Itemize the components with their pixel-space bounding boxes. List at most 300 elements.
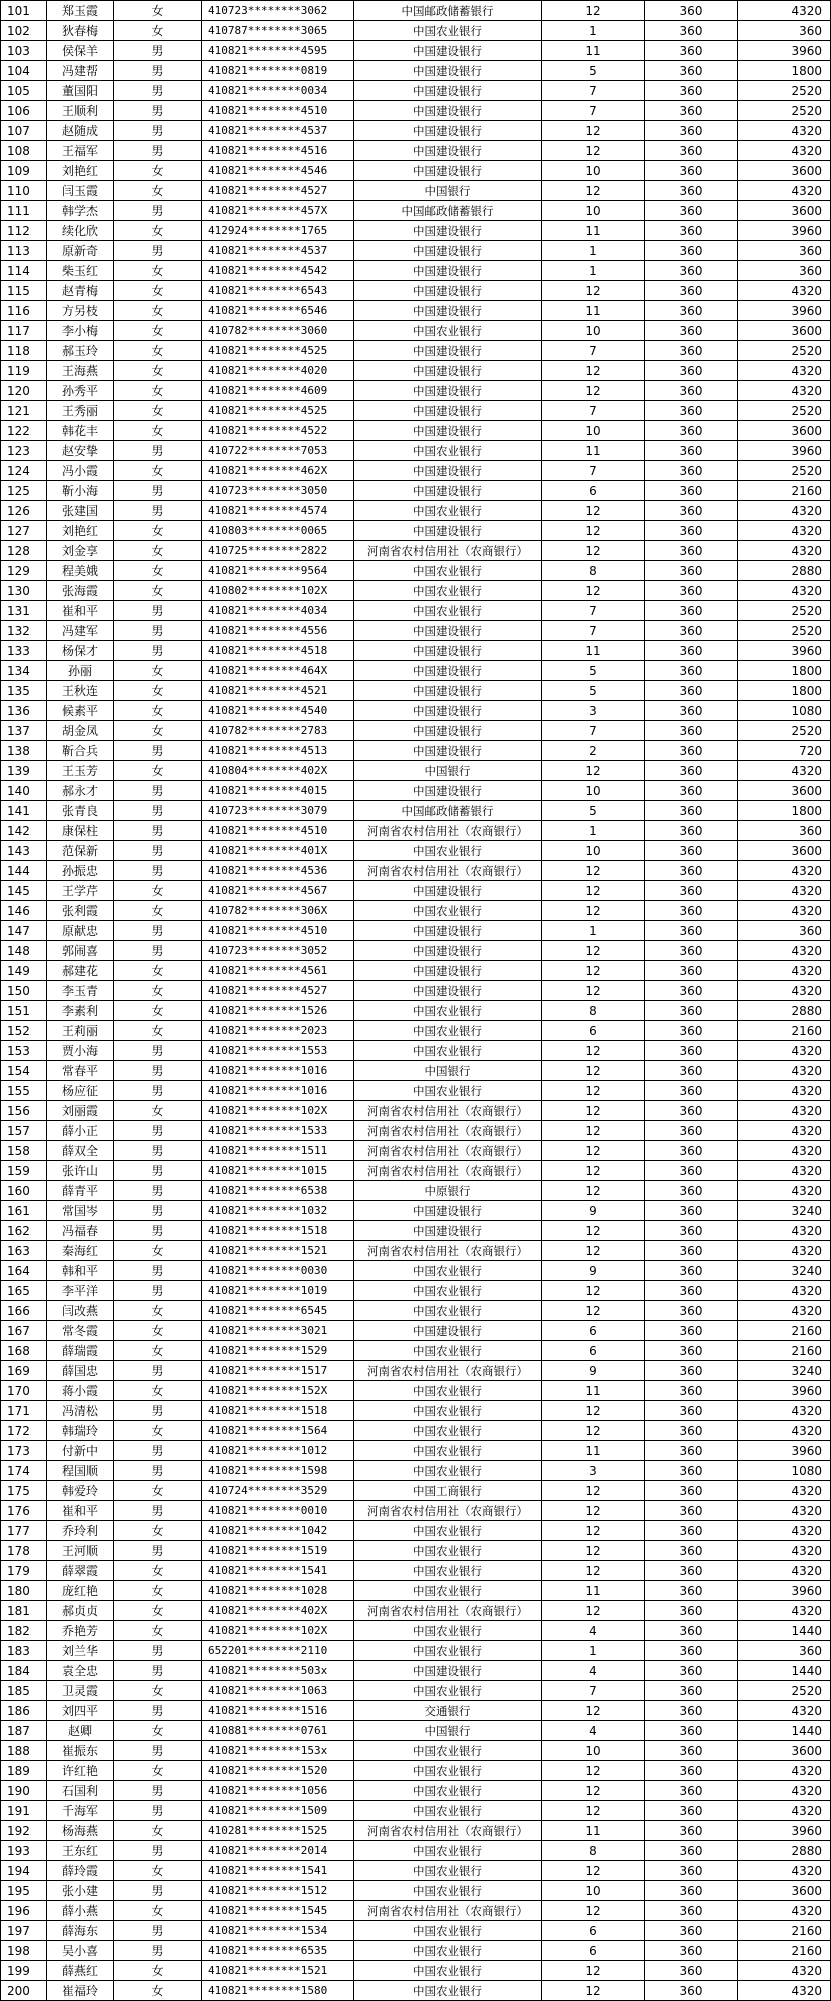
gender-cell: 女 xyxy=(114,221,202,241)
id-number-cell: 410821********457X xyxy=(202,201,354,221)
months-cell: 10 xyxy=(542,421,645,441)
monthly-amount-cell: 360 xyxy=(645,261,738,281)
bank-cell: 中国农业银行 xyxy=(354,1521,542,1541)
bank-cell: 中国农业银行 xyxy=(354,1621,542,1641)
bank-cell: 中国建设银行 xyxy=(354,461,542,481)
row-number-cell: 149 xyxy=(1,961,47,981)
months-cell: 12 xyxy=(542,1141,645,1161)
total-amount-cell: 1800 xyxy=(738,661,831,681)
name-cell: 王莉丽 xyxy=(47,1021,114,1041)
total-amount-cell: 3960 xyxy=(738,301,831,321)
id-number-cell: 410821********1028 xyxy=(202,1581,354,1601)
row-number-cell: 165 xyxy=(1,1281,47,1301)
months-cell: 11 xyxy=(542,1381,645,1401)
id-number-cell: 410821********4527 xyxy=(202,181,354,201)
bank-cell: 中国农业银行 xyxy=(354,1081,542,1101)
table-row xyxy=(1,301,831,321)
id-number-cell: 410821********1019 xyxy=(202,1281,354,1301)
table-row xyxy=(1,561,831,581)
row-number-cell: 167 xyxy=(1,1321,47,1341)
id-number-cell: 410821********1519 xyxy=(202,1541,354,1561)
monthly-amount-cell: 360 xyxy=(645,681,738,701)
table-row xyxy=(1,1001,831,1021)
months-cell: 1 xyxy=(542,261,645,281)
row-number-cell: 137 xyxy=(1,721,47,741)
name-cell: 闫改燕 xyxy=(47,1301,114,1321)
bank-cell: 中国农业银行 xyxy=(354,1561,542,1581)
gender-cell: 女 xyxy=(114,1961,202,1981)
row-number-cell: 177 xyxy=(1,1521,47,1541)
table-row xyxy=(1,221,831,241)
id-number-cell: 410821********4540 xyxy=(202,701,354,721)
bank-cell: 中国农业银行 xyxy=(354,1861,542,1881)
total-amount-cell: 4320 xyxy=(738,1041,831,1061)
row-number-cell: 150 xyxy=(1,981,47,1001)
name-cell: 王秀丽 xyxy=(47,401,114,421)
months-cell: 11 xyxy=(542,1581,645,1601)
months-cell: 8 xyxy=(542,1841,645,1861)
name-cell: 李平洋 xyxy=(47,1281,114,1301)
gender-cell: 女 xyxy=(114,401,202,421)
monthly-amount-cell: 360 xyxy=(645,1601,738,1621)
gender-cell: 男 xyxy=(114,1741,202,1761)
row-number-cell: 110 xyxy=(1,181,47,201)
table-row xyxy=(1,1821,831,1841)
monthly-amount-cell: 360 xyxy=(645,1921,738,1941)
bank-cell: 中国工商银行 xyxy=(354,1481,542,1501)
id-number-cell: 410821********1012 xyxy=(202,1441,354,1461)
gender-cell: 女 xyxy=(114,1901,202,1921)
table-row xyxy=(1,881,831,901)
total-amount-cell: 3600 xyxy=(738,321,831,341)
monthly-amount-cell: 360 xyxy=(645,1321,738,1341)
gender-cell: 女 xyxy=(114,1301,202,1321)
table-row xyxy=(1,1621,831,1641)
months-cell: 7 xyxy=(542,461,645,481)
monthly-amount-cell: 360 xyxy=(645,1801,738,1821)
bank-cell: 中国建设银行 xyxy=(354,301,542,321)
table-row xyxy=(1,1941,831,1961)
row-number-cell: 130 xyxy=(1,581,47,601)
row-number-cell: 118 xyxy=(1,341,47,361)
table-row xyxy=(1,1961,831,1981)
months-cell: 12 xyxy=(542,1421,645,1441)
row-number-cell: 162 xyxy=(1,1221,47,1241)
id-number-cell: 410821********102X xyxy=(202,1101,354,1121)
table-row xyxy=(1,21,831,41)
gender-cell: 女 xyxy=(114,541,202,561)
id-number-cell: 410821********1541 xyxy=(202,1561,354,1581)
gender-cell: 女 xyxy=(114,1001,202,1021)
id-number-cell: 410821********402X xyxy=(202,1601,354,1621)
bank-cell: 中国建设银行 xyxy=(354,701,542,721)
bank-cell: 河南省农村信用社（农商银行） xyxy=(354,541,542,561)
monthly-amount-cell: 360 xyxy=(645,1521,738,1541)
table-row xyxy=(1,1641,831,1661)
bank-cell: 中国农业银行 xyxy=(354,21,542,41)
months-cell: 12 xyxy=(542,1181,645,1201)
months-cell: 11 xyxy=(542,641,645,661)
table-row xyxy=(1,1,831,21)
months-cell: 12 xyxy=(542,1481,645,1501)
total-amount-cell: 2520 xyxy=(738,81,831,101)
total-amount-cell: 1440 xyxy=(738,1661,831,1681)
months-cell: 6 xyxy=(542,1341,645,1361)
months-cell: 7 xyxy=(542,601,645,621)
id-number-cell: 410821********1521 xyxy=(202,1961,354,1981)
total-amount-cell: 4320 xyxy=(738,581,831,601)
monthly-amount-cell: 360 xyxy=(645,1181,738,1201)
total-amount-cell: 2160 xyxy=(738,1341,831,1361)
months-cell: 12 xyxy=(542,281,645,301)
table-row xyxy=(1,501,831,521)
row-number-cell: 138 xyxy=(1,741,47,761)
row-number-cell: 103 xyxy=(1,41,47,61)
id-number-cell: 410724********3529 xyxy=(202,1481,354,1501)
row-number-cell: 119 xyxy=(1,361,47,381)
gender-cell: 男 xyxy=(114,861,202,881)
gender-cell: 男 xyxy=(114,841,202,861)
bank-cell: 中国农业银行 xyxy=(354,1281,542,1301)
id-number-cell: 410821********1541 xyxy=(202,1861,354,1881)
bank-cell: 中国农业银行 xyxy=(354,1341,542,1361)
total-amount-cell: 4320 xyxy=(738,521,831,541)
table-row xyxy=(1,1881,831,1901)
name-cell: 王东红 xyxy=(47,1841,114,1861)
months-cell: 4 xyxy=(542,1661,645,1681)
table-row xyxy=(1,1661,831,1681)
monthly-amount-cell: 360 xyxy=(645,1481,738,1501)
months-cell: 7 xyxy=(542,621,645,641)
name-cell: 张利霞 xyxy=(47,901,114,921)
bank-cell: 中国银行 xyxy=(354,181,542,201)
id-number-cell: 410821********4561 xyxy=(202,961,354,981)
bank-cell: 中国农业银行 xyxy=(354,1761,542,1781)
row-number-cell: 157 xyxy=(1,1121,47,1141)
name-cell: 赵青梅 xyxy=(47,281,114,301)
months-cell: 12 xyxy=(542,1101,645,1121)
name-cell: 赵随成 xyxy=(47,121,114,141)
id-number-cell: 410722********7053 xyxy=(202,441,354,461)
monthly-amount-cell: 360 xyxy=(645,1061,738,1081)
name-cell: 王秋连 xyxy=(47,681,114,701)
table-row xyxy=(1,861,831,881)
bank-cell: 中国农业银行 xyxy=(354,1981,542,2001)
gender-cell: 女 xyxy=(114,321,202,341)
monthly-amount-cell: 360 xyxy=(645,1661,738,1681)
months-cell: 11 xyxy=(542,1441,645,1461)
total-amount-cell: 2520 xyxy=(738,401,831,421)
gender-cell: 女 xyxy=(114,281,202,301)
total-amount-cell: 3600 xyxy=(738,1881,831,1901)
table-row xyxy=(1,81,831,101)
total-amount-cell: 2880 xyxy=(738,1841,831,1861)
gender-cell: 女 xyxy=(114,341,202,361)
name-cell: 王海燕 xyxy=(47,361,114,381)
gender-cell: 女 xyxy=(114,681,202,701)
months-cell: 11 xyxy=(542,41,645,61)
row-number-cell: 158 xyxy=(1,1141,47,1161)
id-number-cell: 410821********0010 xyxy=(202,1501,354,1521)
gender-cell: 女 xyxy=(114,1981,202,2001)
row-number-cell: 161 xyxy=(1,1201,47,1221)
name-cell: 赵卿 xyxy=(47,1721,114,1741)
table-row xyxy=(1,1581,831,1601)
name-cell: 王玉芳 xyxy=(47,761,114,781)
id-number-cell: 410821********2014 xyxy=(202,1841,354,1861)
bank-cell: 河南省农村信用社（农商银行） xyxy=(354,1601,542,1621)
id-number-cell: 410821********4518 xyxy=(202,641,354,661)
id-number-cell: 410821********4525 xyxy=(202,341,354,361)
months-cell: 10 xyxy=(542,841,645,861)
table-row xyxy=(1,1081,831,1101)
bank-cell: 中国农业银行 xyxy=(354,901,542,921)
name-cell: 方另枝 xyxy=(47,301,114,321)
bank-cell: 交通银行 xyxy=(354,1701,542,1721)
bank-cell: 中国农业银行 xyxy=(354,1441,542,1461)
months-cell: 12 xyxy=(542,761,645,781)
table-row xyxy=(1,41,831,61)
bank-cell: 中国邮政储蓄银行 xyxy=(354,801,542,821)
table-row xyxy=(1,1321,831,1341)
monthly-amount-cell: 360 xyxy=(645,801,738,821)
monthly-amount-cell: 360 xyxy=(645,1381,738,1401)
name-cell: 刘四平 xyxy=(47,1701,114,1721)
bank-cell: 中国建设银行 xyxy=(354,921,542,941)
months-cell: 10 xyxy=(542,201,645,221)
name-cell: 靳小海 xyxy=(47,481,114,501)
table-row xyxy=(1,841,831,861)
months-cell: 12 xyxy=(542,1121,645,1141)
months-cell: 4 xyxy=(542,1721,645,1741)
bank-cell: 中国农业银行 xyxy=(354,441,542,461)
row-number-cell: 170 xyxy=(1,1381,47,1401)
monthly-amount-cell: 360 xyxy=(645,861,738,881)
monthly-amount-cell: 360 xyxy=(645,1041,738,1061)
id-number-cell: 410821********503x xyxy=(202,1661,354,1681)
table-row xyxy=(1,1461,831,1481)
gender-cell: 男 xyxy=(114,1361,202,1381)
id-number-cell: 410821********4567 xyxy=(202,881,354,901)
months-cell: 1 xyxy=(542,21,645,41)
total-amount-cell: 2160 xyxy=(738,1921,831,1941)
months-cell: 12 xyxy=(542,1041,645,1061)
table-row xyxy=(1,181,831,201)
table-row xyxy=(1,1241,831,1261)
months-cell: 1 xyxy=(542,821,645,841)
id-number-cell: 410821********1063 xyxy=(202,1681,354,1701)
row-number-cell: 173 xyxy=(1,1441,47,1461)
row-number-cell: 142 xyxy=(1,821,47,841)
monthly-amount-cell: 360 xyxy=(645,1761,738,1781)
row-number-cell: 111 xyxy=(1,201,47,221)
bank-cell: 中国建设银行 xyxy=(354,281,542,301)
monthly-amount-cell: 360 xyxy=(645,1621,738,1641)
bank-cell: 中国建设银行 xyxy=(354,641,542,661)
total-amount-cell: 1800 xyxy=(738,681,831,701)
name-cell: 千海军 xyxy=(47,1801,114,1821)
row-number-cell: 180 xyxy=(1,1581,47,1601)
id-number-cell: 410821********4034 xyxy=(202,601,354,621)
months-cell: 12 xyxy=(542,1901,645,1921)
bank-cell: 中国农业银行 xyxy=(354,1961,542,1981)
table-row xyxy=(1,1021,831,1041)
bank-cell: 中国农业银行 xyxy=(354,321,542,341)
id-number-cell: 410723********3052 xyxy=(202,941,354,961)
name-cell: 韩瑞玲 xyxy=(47,1421,114,1441)
total-amount-cell: 4320 xyxy=(738,1541,831,1561)
id-number-cell: 410782********3060 xyxy=(202,321,354,341)
gender-cell: 男 xyxy=(114,1121,202,1141)
table-row xyxy=(1,581,831,601)
id-number-cell: 410821********4015 xyxy=(202,781,354,801)
monthly-amount-cell: 360 xyxy=(645,301,738,321)
row-number-cell: 136 xyxy=(1,701,47,721)
gender-cell: 女 xyxy=(114,1561,202,1581)
name-cell: 冯小霞 xyxy=(47,461,114,481)
gender-cell: 男 xyxy=(114,1701,202,1721)
bank-cell: 中国农业银行 xyxy=(354,1801,542,1821)
row-number-cell: 129 xyxy=(1,561,47,581)
total-amount-cell: 360 xyxy=(738,821,831,841)
total-amount-cell: 2880 xyxy=(738,561,831,581)
bank-cell: 中国建设银行 xyxy=(354,341,542,361)
row-number-cell: 191 xyxy=(1,1801,47,1821)
months-cell: 3 xyxy=(542,701,645,721)
bank-cell: 中国建设银行 xyxy=(354,61,542,81)
gender-cell: 男 xyxy=(114,1801,202,1821)
id-number-cell: 410821********1016 xyxy=(202,1081,354,1101)
monthly-amount-cell: 360 xyxy=(645,101,738,121)
row-number-cell: 195 xyxy=(1,1881,47,1901)
bank-cell: 中国建设银行 xyxy=(354,81,542,101)
table-row xyxy=(1,641,831,661)
total-amount-cell: 4320 xyxy=(738,1241,831,1261)
id-number-cell: 410821********1016 xyxy=(202,1061,354,1081)
monthly-amount-cell: 360 xyxy=(645,981,738,1001)
id-number-cell: 410821********1518 xyxy=(202,1221,354,1241)
row-number-cell: 112 xyxy=(1,221,47,241)
months-cell: 6 xyxy=(542,1941,645,1961)
id-number-cell: 410725********2822 xyxy=(202,541,354,561)
bank-cell: 中国农业银行 xyxy=(354,1021,542,1041)
gender-cell: 女 xyxy=(114,161,202,181)
total-amount-cell: 360 xyxy=(738,21,831,41)
row-number-cell: 182 xyxy=(1,1621,47,1641)
id-number-cell: 410821********1056 xyxy=(202,1781,354,1801)
gender-cell: 男 xyxy=(114,1201,202,1221)
table-row xyxy=(1,701,831,721)
gender-cell: 女 xyxy=(114,421,202,441)
gender-cell: 男 xyxy=(114,1061,202,1081)
bank-cell: 中国建设银行 xyxy=(354,681,542,701)
bank-cell: 中国建设银行 xyxy=(354,121,542,141)
bank-cell: 河南省农村信用社（农商银行） xyxy=(354,1501,542,1521)
months-cell: 5 xyxy=(542,681,645,701)
gender-cell: 女 xyxy=(114,1761,202,1781)
gender-cell: 男 xyxy=(114,1141,202,1161)
gender-cell: 男 xyxy=(114,1401,202,1421)
table-row xyxy=(1,541,831,561)
gender-cell: 男 xyxy=(114,201,202,221)
months-cell: 12 xyxy=(542,361,645,381)
table-row xyxy=(1,1401,831,1421)
months-cell: 12 xyxy=(542,1501,645,1521)
bank-cell: 中国建设银行 xyxy=(354,741,542,761)
months-cell: 11 xyxy=(542,1821,645,1841)
months-cell: 12 xyxy=(542,181,645,201)
name-cell: 侯保羊 xyxy=(47,41,114,61)
gender-cell: 女 xyxy=(114,1381,202,1401)
name-cell: 张青良 xyxy=(47,801,114,821)
table-row xyxy=(1,1861,831,1881)
total-amount-cell: 4320 xyxy=(738,281,831,301)
bank-cell: 中国建设银行 xyxy=(354,1221,542,1241)
name-cell: 乔艳芳 xyxy=(47,1621,114,1641)
bank-cell: 中国建设银行 xyxy=(354,421,542,441)
row-number-cell: 128 xyxy=(1,541,47,561)
id-number-cell: 410821********4574 xyxy=(202,501,354,521)
months-cell: 12 xyxy=(542,1,645,21)
bank-cell: 河南省农村信用社（农商银行） xyxy=(354,821,542,841)
months-cell: 7 xyxy=(542,721,645,741)
total-amount-cell: 4320 xyxy=(738,1401,831,1421)
bank-cell: 中国农业银行 xyxy=(354,1401,542,1421)
months-cell: 12 xyxy=(542,1081,645,1101)
table-row xyxy=(1,681,831,701)
table-row xyxy=(1,1121,831,1141)
total-amount-cell: 1440 xyxy=(738,1621,831,1641)
table-row xyxy=(1,761,831,781)
table-row xyxy=(1,1061,831,1081)
row-number-cell: 189 xyxy=(1,1761,47,1781)
monthly-amount-cell: 360 xyxy=(645,1981,738,2001)
row-number-cell: 185 xyxy=(1,1681,47,1701)
id-number-cell: 410821********4522 xyxy=(202,421,354,441)
total-amount-cell: 4320 xyxy=(738,1141,831,1161)
gender-cell: 男 xyxy=(114,1161,202,1181)
id-number-cell: 410821********1598 xyxy=(202,1461,354,1481)
monthly-amount-cell: 360 xyxy=(645,881,738,901)
table-row xyxy=(1,1141,831,1161)
row-number-cell: 193 xyxy=(1,1841,47,1861)
bank-cell: 中国建设银行 xyxy=(354,661,542,681)
row-number-cell: 152 xyxy=(1,1021,47,1041)
name-cell: 靳合兵 xyxy=(47,741,114,761)
table-row xyxy=(1,461,831,481)
id-number-cell: 412924********1765 xyxy=(202,221,354,241)
bank-cell: 中国建设银行 xyxy=(354,1321,542,1341)
table-row xyxy=(1,901,831,921)
monthly-amount-cell: 360 xyxy=(645,461,738,481)
monthly-amount-cell: 360 xyxy=(645,581,738,601)
total-amount-cell: 4320 xyxy=(738,1081,831,1101)
table-row xyxy=(1,121,831,141)
monthly-amount-cell: 360 xyxy=(645,1161,738,1181)
gender-cell: 女 xyxy=(114,881,202,901)
gender-cell: 女 xyxy=(114,981,202,1001)
total-amount-cell: 4320 xyxy=(738,1121,831,1141)
row-number-cell: 151 xyxy=(1,1001,47,1021)
row-number-cell: 135 xyxy=(1,681,47,701)
total-amount-cell: 4320 xyxy=(738,1901,831,1921)
months-cell: 10 xyxy=(542,321,645,341)
total-amount-cell: 4320 xyxy=(738,541,831,561)
row-number-cell: 101 xyxy=(1,1,47,21)
monthly-amount-cell: 360 xyxy=(645,1541,738,1561)
gender-cell: 女 xyxy=(114,1341,202,1361)
total-amount-cell: 2520 xyxy=(738,461,831,481)
